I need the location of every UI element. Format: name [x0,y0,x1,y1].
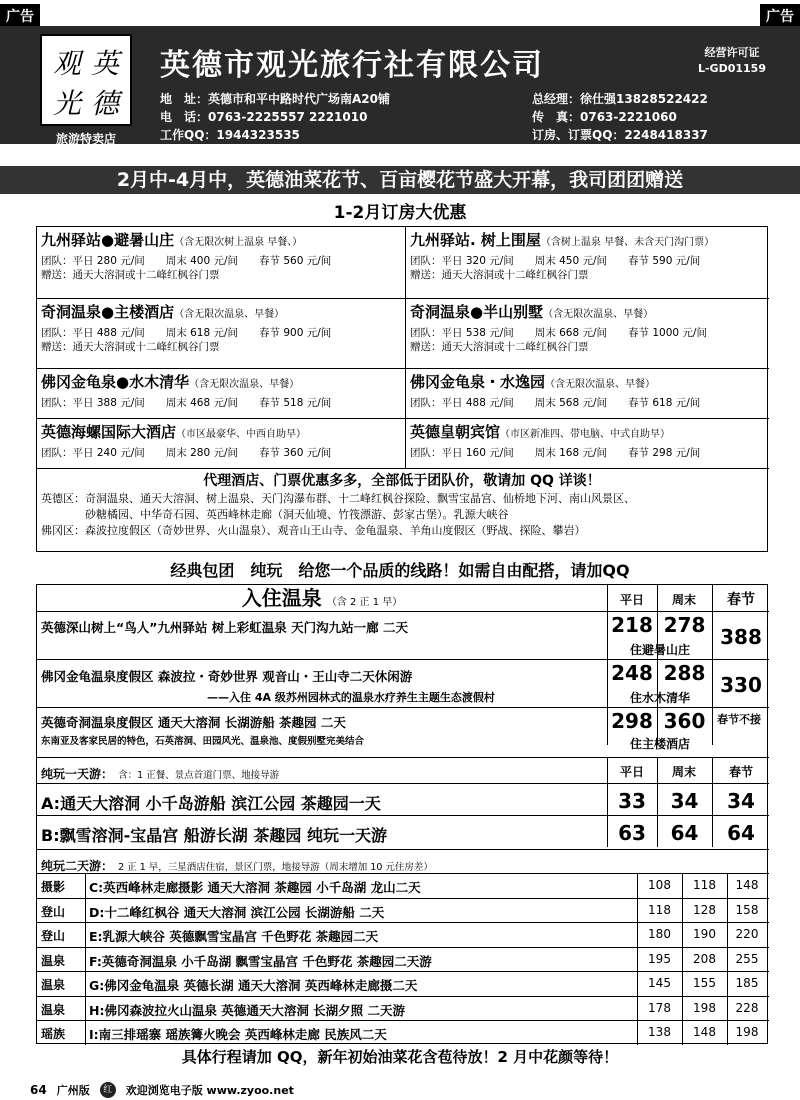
hotel-gift: 赠送：通天大溶洞或十二峰红枫谷门票 [41,269,220,281]
stay-sub: 东南亚及客家民居的特色，石英溶洞、田园风光、温泉池、度假别墅完美结合 [41,736,365,747]
hotel-offer [406,369,769,419]
logo-caption: 旅游特卖店 [55,132,116,146]
col-spring: 春节 [727,592,755,608]
stay-weekend: 288 [663,661,706,685]
twoday-tag: 登山 [41,929,66,943]
twoday-title: 纯玩二天游： [41,859,114,873]
twoday-tag: 温泉 [41,978,66,992]
stay-note: （含 2 正 1 早） [326,597,403,608]
company-header [0,26,800,144]
twoday-spring: 198 [735,1025,759,1039]
license-number: L-GD01159 [697,62,766,75]
stay-title: 入住温泉 [241,586,322,610]
oneday-route: A:通天大溶洞 小千岛游船 滨江公园 茶趣园一天 [41,794,381,813]
hotel-gift: 赠送：通天大溶洞或十二峰红枫谷门票 [410,269,589,281]
hotel-offer [406,299,769,369]
col-spring: 春节 [728,765,753,779]
phone: 电 话：0763-2225557 2221010 [160,110,368,124]
col-weekday: 平日 [619,765,644,779]
stay-route: 英德奇洞温泉度假区 通天大溶洞 长湖游船 茶趣园 二天 [41,715,346,730]
oneday-title: 纯玩一天游： [41,767,114,781]
hotel-offers [36,226,768,552]
twoday-weekend: 208 [693,951,716,966]
bottom-note: 具体行程请加 QQ，新年初始油菜花含苞待放！2 月中花颜等待！ [181,1048,619,1066]
twoday-route: E:乳源大峡谷 英德飘雪宝晶宫 千色野花 茶趣园二天 [89,929,379,944]
twoday-route: I:南三排瑶寨 瑶族篝火晚会 英西峰林走廊 民族风二天 [89,1027,387,1042]
hotel-note: （含无限次温泉、早餐） [189,379,300,390]
contact-info [160,90,708,144]
oneday-weekday: 63 [618,821,646,845]
col-weekend: 周末 [671,593,696,607]
page-number: 64 [30,1083,47,1097]
logo-char: 德 [90,87,119,120]
twoday-header [41,855,433,874]
page-footer [0,1080,800,1100]
twoday-weekday: 178 [648,1000,671,1015]
edition: 广州版 [56,1084,90,1097]
stay-weekday: 248 [611,661,653,685]
work-qq: 工作QQ：1944323535 [160,128,300,142]
package-table [36,584,768,1044]
twoday-weekday: 195 [648,951,671,966]
hotel-price: 团队：平日 240 元/间 周末 280 元/间 春节 360 元/间 [41,447,332,459]
fax: 传 真：0763-2221060 [532,110,677,124]
hotel-price: 团队：平日 538 元/间 周末 668 元/间 春节 1000 元/间 [410,327,707,339]
company-name: 英德市观光旅行社有限公司 [160,48,544,83]
oneday-spring: 34 [727,789,755,813]
oneday-weekday: 33 [618,789,646,813]
edition-badge: 红 [100,1082,116,1098]
promo-banner: 2月中-4月中，英德油菜花节、百亩樱花节盛大开幕，我司团团赠送 [0,166,800,194]
twoday-weekend: 128 [693,902,716,917]
hotel-price: 团队：平日 488 元/间 周末 568 元/间 春节 618 元/间 [410,397,701,409]
hotel-name: 奇洞温泉●主楼酒店 [41,303,175,321]
stay-title-row [37,585,607,611]
license-label: 经营许可证 [704,46,760,59]
twoday-tag: 温泉 [41,953,66,968]
oneday-route: B:飘雪溶洞-宝晶宫 船游长湖 茶趣园 纯玩一天游 [41,826,387,845]
hotel-offer [406,227,769,299]
hotel-price: 团队：平日 160 元/间 周末 168 元/间 春节 298 元/间 [410,447,701,459]
hotel-offer [37,419,406,469]
twoday-spring: 255 [735,951,759,966]
hotel-name: 九州驿站●避暑山庄 [41,231,175,249]
twoday-route: H:佛冈森波拉火山温泉 英德通天大溶洞 长湖夕照 二天游 [89,1002,406,1018]
twoday-spring: 228 [735,1000,759,1015]
stay-spring: 春节不接 [717,713,761,726]
ad-label-left: 广告 [0,4,40,28]
twoday-note: 2 正 1 早，三星酒店住宿，景区门票，地接导游（周末增加 10 元住房差） [118,862,433,873]
twoday-route: D:十二峰红枫谷 通天大溶洞 滨江公园 长湖游船 二天 [89,904,385,920]
hotel-name: 英德皇朝宾馆 [410,423,501,441]
twoday-route: G:佛冈金龟温泉 英德长湖 通天大溶洞 英西峰林走廊摄二天 [89,978,418,993]
oneday-header [41,763,279,782]
hotel-gift: 赠送：通天大溶洞或十二峰红枫谷门票 [41,341,220,353]
oneday-spring: 64 [727,821,755,845]
logo-char: 观 [52,47,81,80]
logo-char: 英 [90,47,119,80]
hotel-offer [37,299,406,369]
stay-hotel: 住水木清华 [629,691,690,705]
hotel-name: 九州驿站. 树上围屋 [410,231,541,249]
hotel-note: （含无限次温泉、早餐） [545,379,656,390]
agency-line: 英德区：奇洞温泉、通天大溶洞、树上温泉、天门沟瀑布群、十二峰红枫谷探险、飘雪宝晶宫、仙桥地下河、南山风景区、 [41,492,635,505]
twoday-spring: 220 [735,927,759,941]
twoday-route: F:英德奇洞温泉 小千岛湖 飘雪宝晶宫 千色野花 茶趣园二天游 [89,953,432,969]
hotel-name: 奇洞温泉●半山别墅 [410,303,544,321]
twoday-weekday: 108 [648,878,671,892]
address: 地 址：英德市和平中路时代广场南A20铺 [160,92,390,106]
stay-weekend: 360 [663,709,706,733]
hotel-price: 团队：平日 488 元/间 周末 618 元/间 春节 900 元/间 [41,327,332,339]
hotel-section-title: 1-2月订房大优惠 [333,203,467,223]
twoday-route: C:英西峰林走廊摄影 通天大溶洞 茶趣园 小千岛湖 龙山二天 [89,880,421,895]
twoday-tag: 温泉 [41,1002,66,1017]
stay-route: 英德深山树上“鸟人”九州驿站 树上彩虹温泉 天门沟九站一廊 二天 [41,620,408,635]
stay-hotel: 住主楼酒店 [629,737,690,751]
twoday-weekend: 198 [693,1000,716,1015]
twoday-weekend: 148 [693,1025,716,1039]
twoday-weekday: 138 [648,1025,671,1039]
stay-sub: ——入住 4A 级苏州园林式的温泉水疗养生主题生态渡假村 [207,691,495,704]
twoday-weekend: 118 [693,878,716,892]
stay-weekend: 278 [663,613,706,637]
stay-route: 佛冈金龟温泉度假区 森波拉・奇妙世界 观音山・王山寺二天休闲游 [41,669,413,684]
twoday-weekday: 118 [648,902,671,917]
agency-title: 代理酒店、门票优惠多多，全部低于团队价，敬请加 QQ 详谈！ [203,473,601,489]
agency-line: 砂糖橘园、中华奇石园、英西峰林走廊（洞天仙境、竹筏漂游、彭家古堡）。乳源大峡谷 [41,508,509,521]
twoday-tag: 瑶族 [41,1027,66,1041]
stay-spring: 330 [720,673,762,697]
hotel-name: 英德海螺国际大酒店 [41,423,177,441]
agency-info [37,471,767,551]
twoday-tag: 登山 [41,904,66,919]
stay-weekday: 218 [611,613,653,637]
hotel-price: 团队：平日 280 元/间 周末 400 元/间 春节 560 元/间 [41,255,332,267]
hotel-name: 佛冈金龟泉・水逸园 [410,373,546,391]
ad-label-right: 广告 [760,4,800,28]
hotel-offer [37,369,406,419]
manager: 总经理：徐仕强13828522422 [532,92,708,106]
stay-hotel: 住避暑山庄 [629,643,690,657]
twoday-weekend: 155 [693,976,716,990]
oneday-weekend: 64 [670,821,699,845]
booking-qq: 订房、订票QQ：2248418337 [532,128,708,142]
twoday-spring: 158 [735,902,759,917]
stay-weekday: 298 [611,709,653,733]
hotel-note: （含树上温泉 早餐、未含天门沟门票） [540,237,715,248]
hotel-note: （含无限次温泉、早餐） [543,309,654,320]
hotel-offer [37,227,406,299]
license-box [680,44,784,75]
twoday-weekday: 180 [648,927,671,941]
company-logo [40,34,132,126]
logo-char: 光 [52,87,81,120]
oneday-weekend: 34 [670,789,699,813]
site-link: 欢迎浏览电子版 www.zyoo.net [125,1084,294,1097]
slogan: 经典包团 纯玩 给您一个品质的线路！如需自由配搭，请加QQ [170,561,630,580]
stay-spring: 388 [720,625,762,649]
col-weekend: 周末 [671,765,696,779]
twoday-tag: 摄影 [41,880,66,894]
twoday-spring: 185 [735,976,759,990]
hotel-name: 佛冈金龟泉●水木清华 [41,373,190,391]
twoday-weekday: 145 [648,976,671,990]
hotel-price: 团队：平日 388 元/间 周末 468 元/间 春节 518 元/间 [41,397,332,409]
twoday-spring: 148 [735,878,759,892]
hotel-price: 团队：平日 320 元/间 周末 450 元/间 春节 590 元/间 [410,255,701,267]
twoday-weekend: 190 [693,927,716,941]
hotel-note: （含无限次温泉、早餐） [174,309,285,320]
hotel-gift: 赠送：通天大溶洞或十二峰红枫谷门票 [410,341,589,353]
hotel-offer [406,419,769,469]
col-weekday: 平日 [619,593,644,607]
agency-line: 佛冈区：森波拉度假区（奇妙世界、火山温泉）、观音山王山寺、金龟温泉、羊角山度假区（野战、探险、攀岩） [41,524,586,537]
hotel-note: （市区新准四、带电脑、中式自助早） [500,429,671,440]
oneday-note: 含：1 正餐、景点首道门票、地接导游 [118,770,280,781]
hotel-note: （市区最豪华、中西自助早） [176,429,307,440]
hotel-note: （含无限次树上温泉 早餐、） [174,237,303,248]
